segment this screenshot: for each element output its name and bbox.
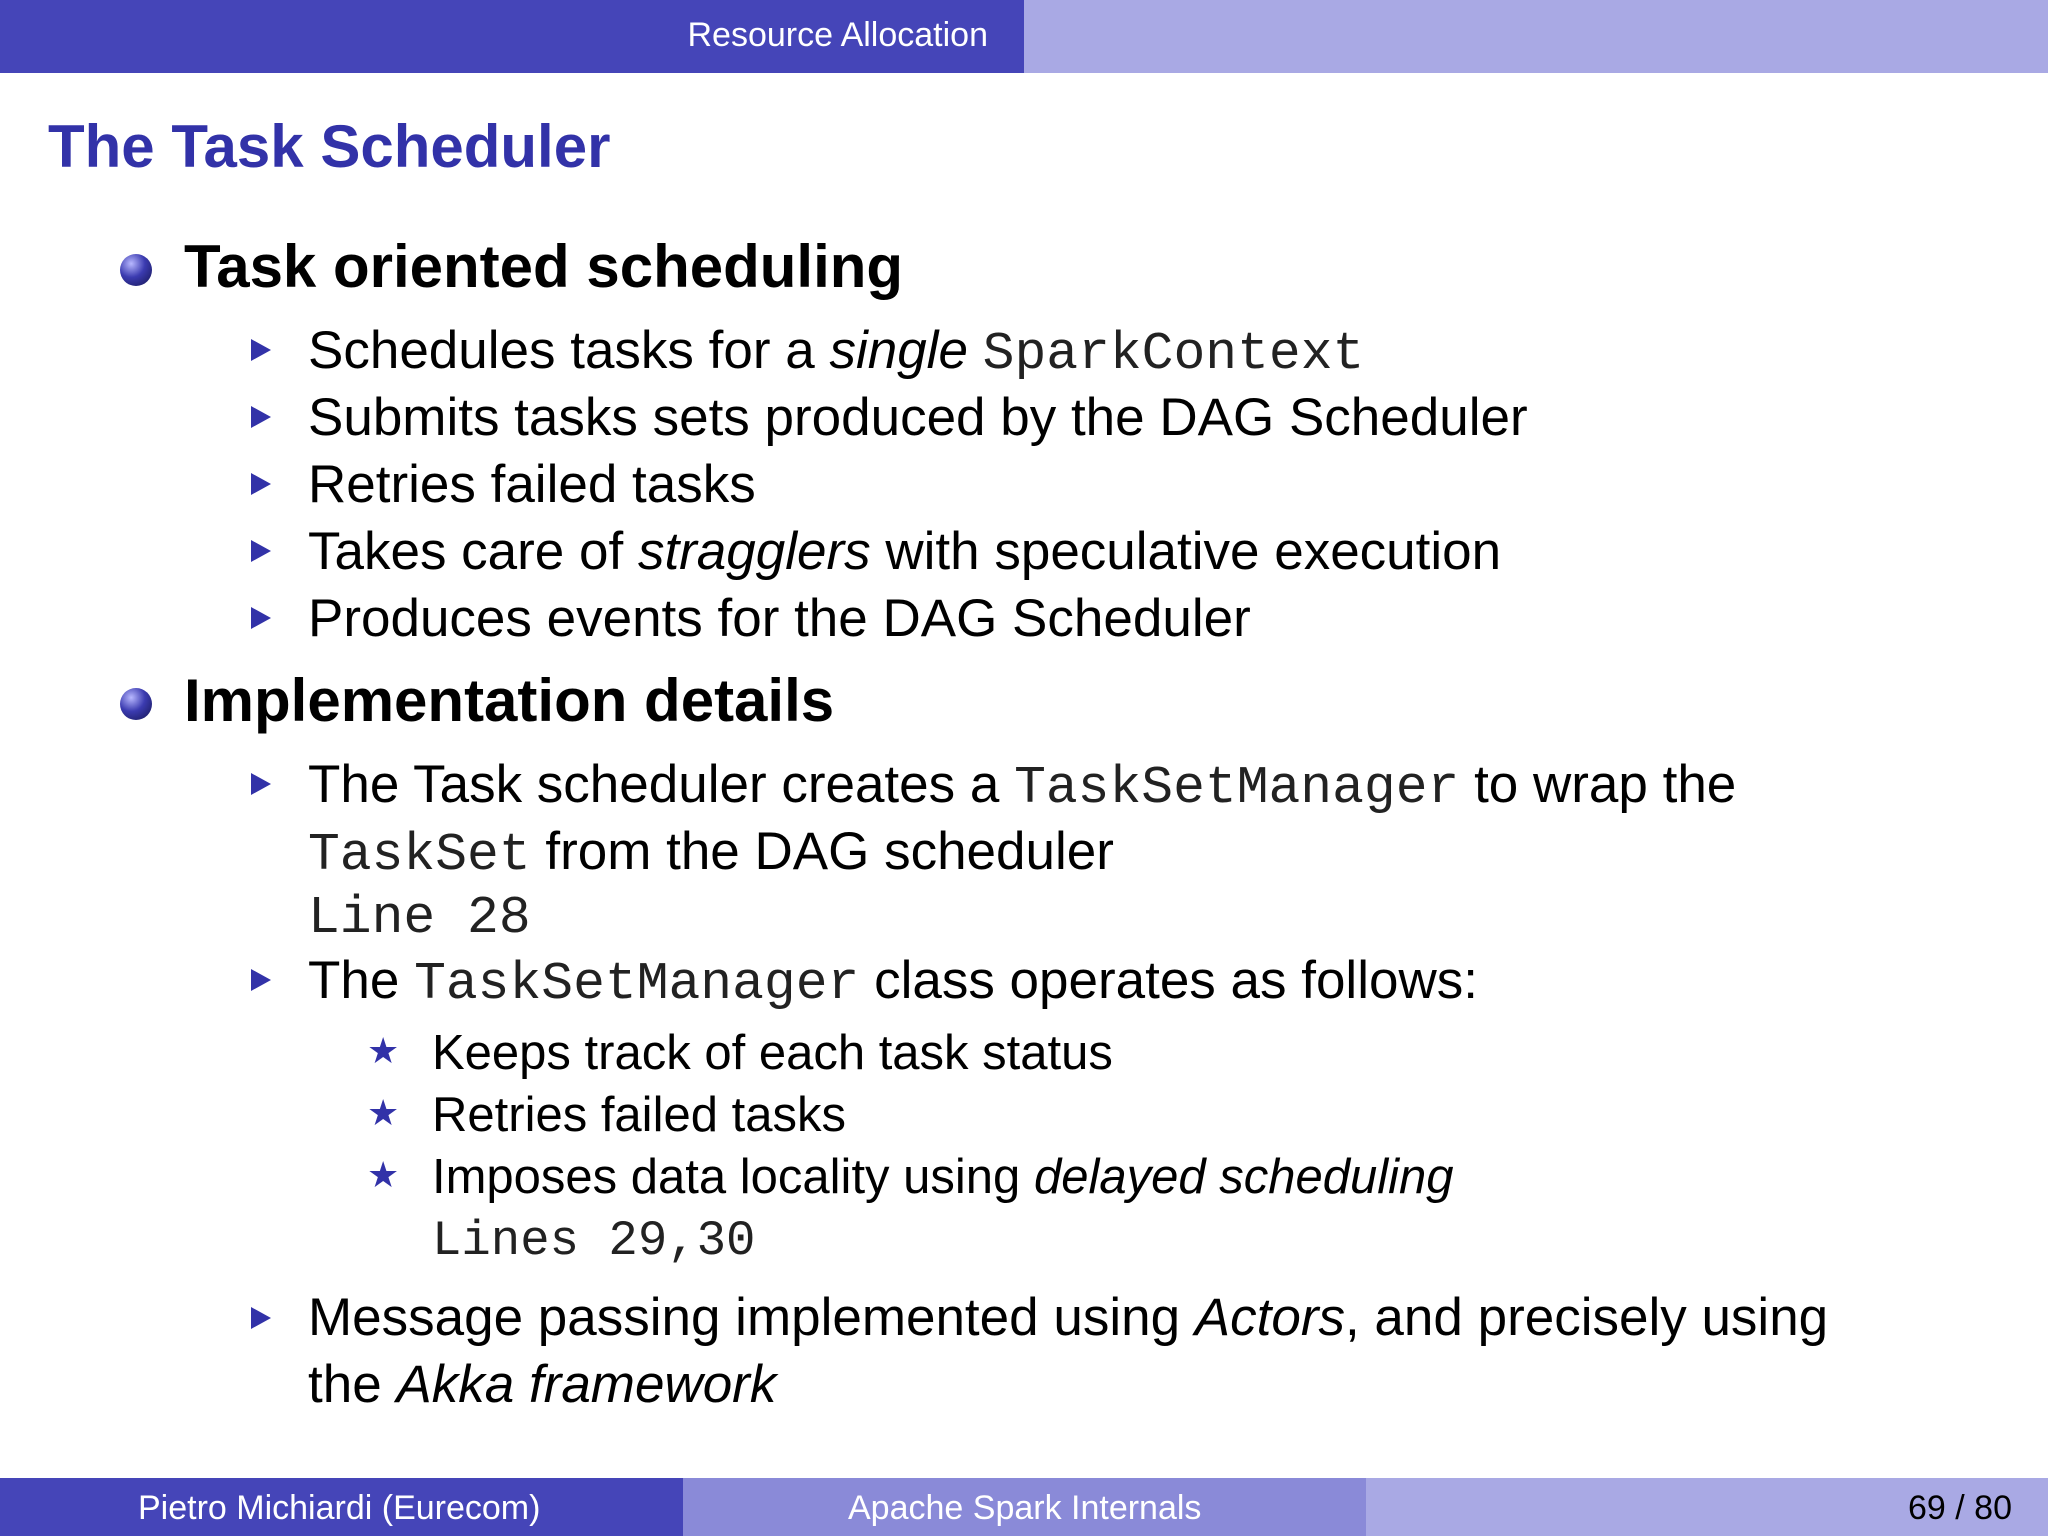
sub-item: Keeps track of each task status: [432, 1026, 1113, 1080]
item-code: TaskSetManager: [1014, 758, 1460, 818]
item-emphasis: stragglers: [637, 522, 871, 581]
header-section-title: Resource Allocation: [687, 16, 988, 54]
footer-bar: [0, 1478, 2048, 1536]
triangle-bullet-icon: [251, 540, 271, 562]
header-bar: [0, 0, 2048, 73]
item-text: Message passing implemented using: [308, 1288, 1195, 1347]
item-text: Schedules tasks for a: [308, 321, 830, 380]
item-text: The: [308, 951, 415, 1010]
item-text: from the DAG scheduler: [530, 822, 1114, 881]
triangle-bullet-icon: [251, 339, 271, 361]
list-item: [308, 1287, 1828, 1348]
item-code: TaskSetManager: [414, 954, 860, 1014]
list-item: Submits tasks sets produced by the DAG Scheduler: [308, 388, 1528, 447]
item-text: the: [308, 1355, 397, 1414]
triangle-bullet-icon: [251, 969, 271, 991]
footer-page-number: 69 / 80: [1908, 1489, 2012, 1527]
item-code: TaskSet: [308, 825, 531, 885]
list-item: Retries failed tasks: [308, 455, 756, 514]
item-text: The Task scheduler creates a: [308, 755, 1015, 814]
item-text: , and precisely using: [1344, 1288, 1829, 1347]
code-line-reference: Lines 29,30: [432, 1213, 756, 1269]
triangle-bullet-icon: [251, 406, 271, 428]
item-code: SparkContext: [982, 324, 1365, 384]
list-item: [308, 320, 1364, 384]
star-bullet-icon: ★: [367, 1031, 400, 1072]
triangle-bullet-icon: [251, 607, 271, 629]
list-item-continuation: [308, 821, 1114, 885]
sub-item: Retries failed tasks: [432, 1088, 846, 1142]
item-emphasis: Actors: [1194, 1288, 1345, 1347]
triangle-bullet-icon: [251, 773, 271, 795]
item-text: to wrap the: [1459, 755, 1737, 814]
list-item-continuation: [308, 1354, 776, 1415]
list-item: Produces events for the DAG Scheduler: [308, 589, 1251, 648]
footer-page-panel: [1366, 1478, 2048, 1536]
bullet-ball-icon: [120, 688, 152, 720]
slide-title: The Task Scheduler: [48, 113, 611, 180]
bullet-task-oriented-scheduling: Task oriented scheduling: [184, 233, 904, 300]
sub-item: [432, 1149, 1453, 1205]
item-text: Takes care of: [308, 522, 638, 581]
item-text: Imposes data locality using: [432, 1150, 1034, 1204]
header-section-panel: [0, 0, 1024, 73]
triangle-bullet-icon: [251, 1307, 271, 1329]
header-blank-panel: [1024, 0, 2048, 73]
footer-talk-title: Apache Spark Internals: [848, 1489, 1202, 1527]
bullet-ball-icon: [120, 254, 152, 286]
triangle-bullet-icon: [251, 473, 271, 495]
item-emphasis: Akka framework: [396, 1355, 777, 1414]
bullet-implementation-details: Implementation details: [184, 667, 835, 734]
item-text: class operates as follows:: [859, 951, 1478, 1010]
footer-talk-panel: [683, 1478, 1366, 1536]
list-item: [308, 950, 1478, 1014]
footer-author: Pietro Michiardi (Eurecom): [138, 1489, 541, 1527]
item-text: with speculative execution: [870, 522, 1502, 581]
code-line-reference: Line 28: [308, 888, 531, 948]
star-bullet-icon: ★: [367, 1155, 400, 1196]
list-item: [308, 521, 1501, 582]
item-emphasis: single: [829, 321, 968, 380]
footer-author-panel: [0, 1478, 683, 1536]
star-bullet-icon: ★: [367, 1093, 400, 1134]
list-item: [308, 754, 1736, 818]
item-emphasis: delayed scheduling: [1033, 1150, 1454, 1204]
